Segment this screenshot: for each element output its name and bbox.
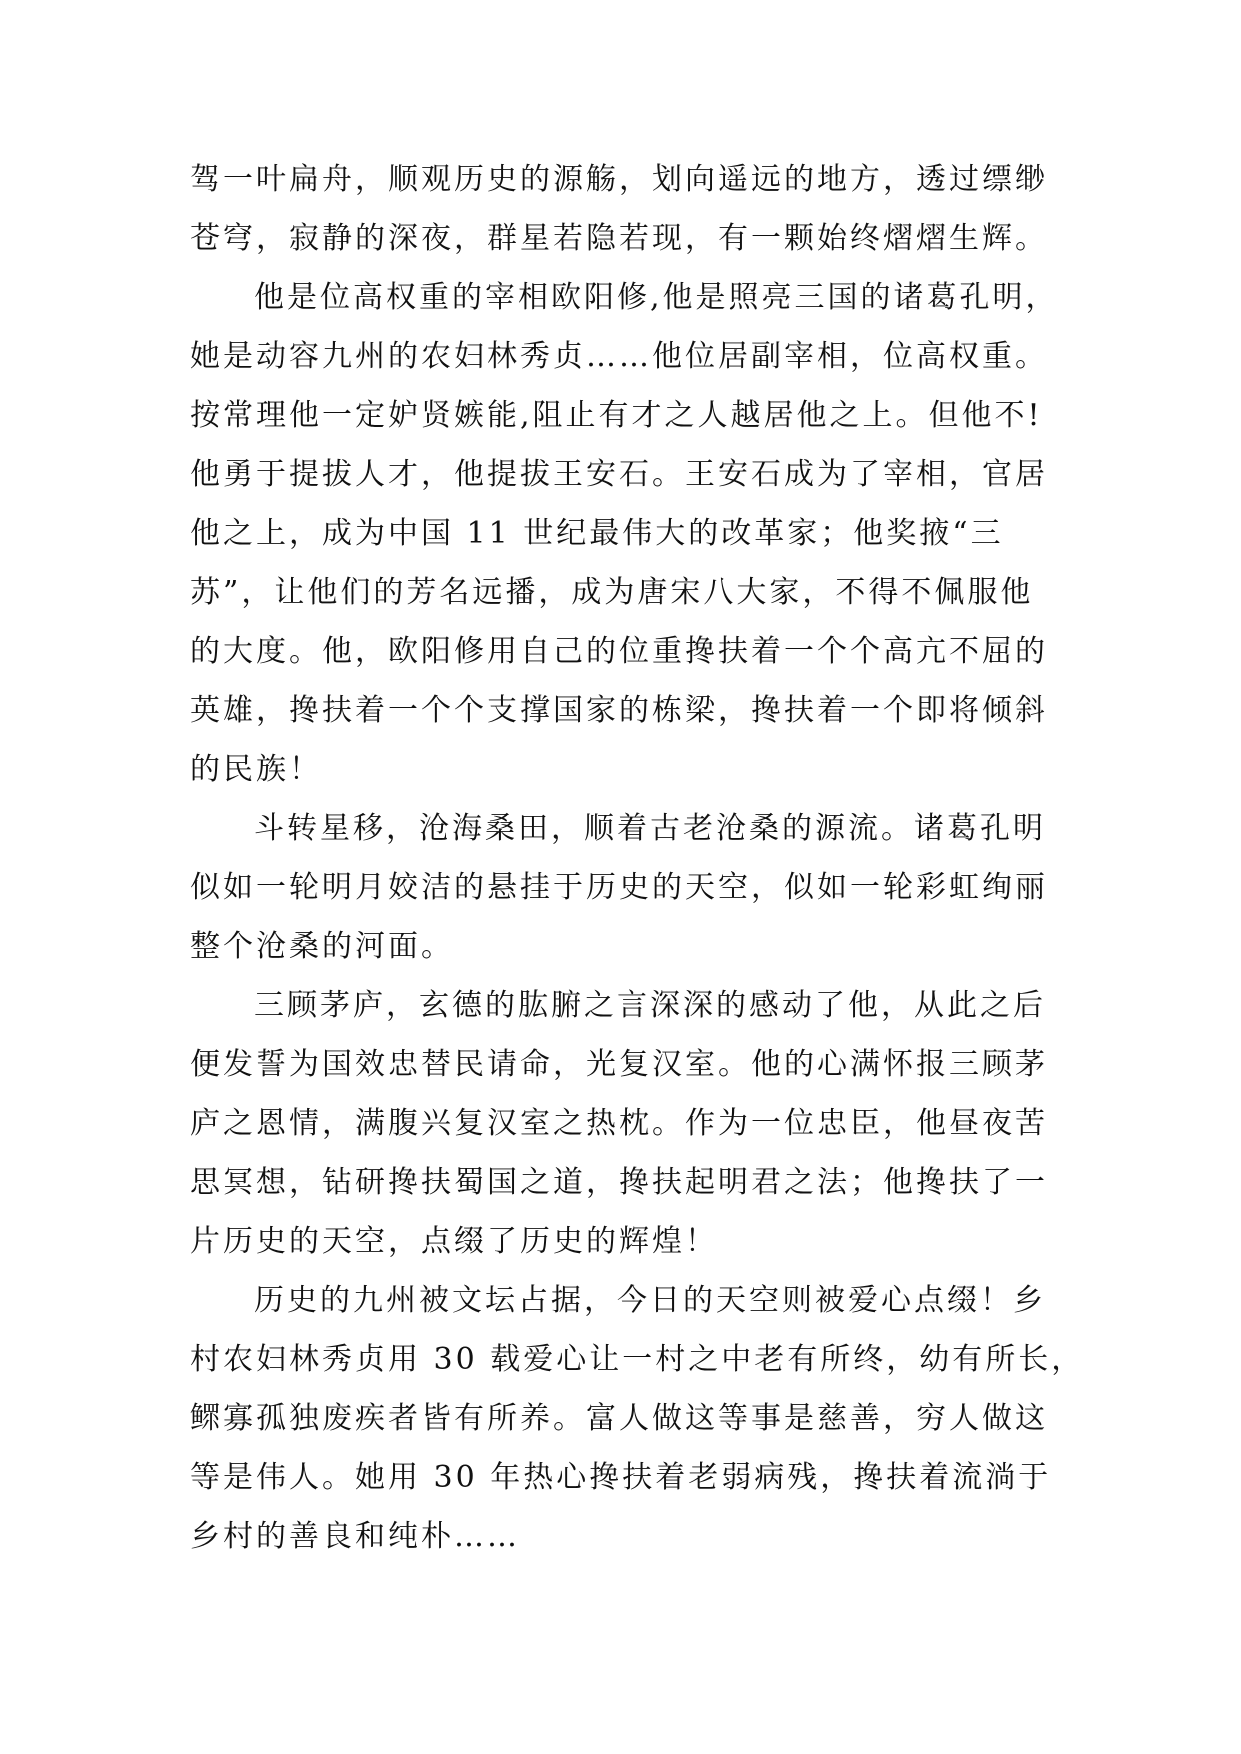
text-line: 似如一轮明月姣洁的悬挂于历史的天空，似如一轮彩虹绚丽 xyxy=(190,870,1048,905)
text-line-indented: 斗转星移，沧海桑田，顺着古老沧桑的源流。诸葛孔明 xyxy=(254,811,1046,846)
text-line: 他之上，成为中国 11 世纪最伟大的改革家；他奖掖“三 xyxy=(190,516,1004,551)
text-line: 便发誓为国效忠替民请命，光复汉室。他的心满怀报三顾茅 xyxy=(190,1047,1048,1082)
text-line-indented: 历史的九州被文坛占据，今日的天空则被爱心点缀！乡 xyxy=(254,1283,1046,1318)
text-line: 英雄，搀扶着一个个支撑国家的栋梁，搀扶着一个即将倾斜 xyxy=(190,693,1048,728)
text-line: 的大度。他，欧阳修用自己的位重搀扶着一个个高亢不屈的 xyxy=(190,634,1048,669)
text-line: 苍穹，寂静的深夜，群星若隐若现，有一颗始终熠熠生辉。 xyxy=(190,221,1048,256)
text-line: 片历史的天空，点缀了历史的辉煌！ xyxy=(190,1224,718,1259)
text-line: 的民族！ xyxy=(190,752,322,787)
text-line: 等是伟人。她用 30 年热心搀扶着老弱病残，搀扶着流淌于 xyxy=(190,1460,1052,1495)
text-line: 鳏寡孤独废疾者皆有所养。富人做这等事是慈善，穷人做这 xyxy=(190,1401,1048,1436)
text-line: 她是动容九州的农妇林秀贞……他位居副宰相，位高权重。 xyxy=(190,339,1048,374)
text-line: 他勇于提拔人才，他提拔王安石。王安石成为了宰相，官居 xyxy=(190,457,1048,492)
text-line: 思冥想，钻研搀扶蜀国之道，搀扶起明君之法；他搀扶了一 xyxy=(190,1165,1048,1200)
text-line: 庐之恩情，满腹兴复汉室之热枕。作为一位忠臣，他昼夜苦 xyxy=(190,1106,1048,1141)
text-line: 苏”，让他们的芳名远播，成为唐宋八大家，不得不佩服他 xyxy=(190,575,1034,610)
text-line: 村农妇林秀贞用 30 载爱心让一村之中老有所终，幼有所长， xyxy=(190,1342,1085,1377)
text-line-indented: 他是位高权重的宰相欧阳修,他是照亮三国的诸葛孔明， xyxy=(254,280,1059,315)
text-line: 按常理他一定妒贤嫉能,阻止有才之人越居他之上。但他不! xyxy=(190,398,1043,433)
text-line: 乡村的善良和纯朴…… xyxy=(190,1519,520,1554)
text-line: 整个沧桑的河面。 xyxy=(190,929,454,964)
text-line-indented: 三顾茅庐，玄德的肱腑之言深深的感动了他，从此之后 xyxy=(254,988,1046,1023)
text-line: 驾一叶扁舟，顺观历史的源觞，划向遥远的地方，透过缥缈 xyxy=(190,162,1048,197)
